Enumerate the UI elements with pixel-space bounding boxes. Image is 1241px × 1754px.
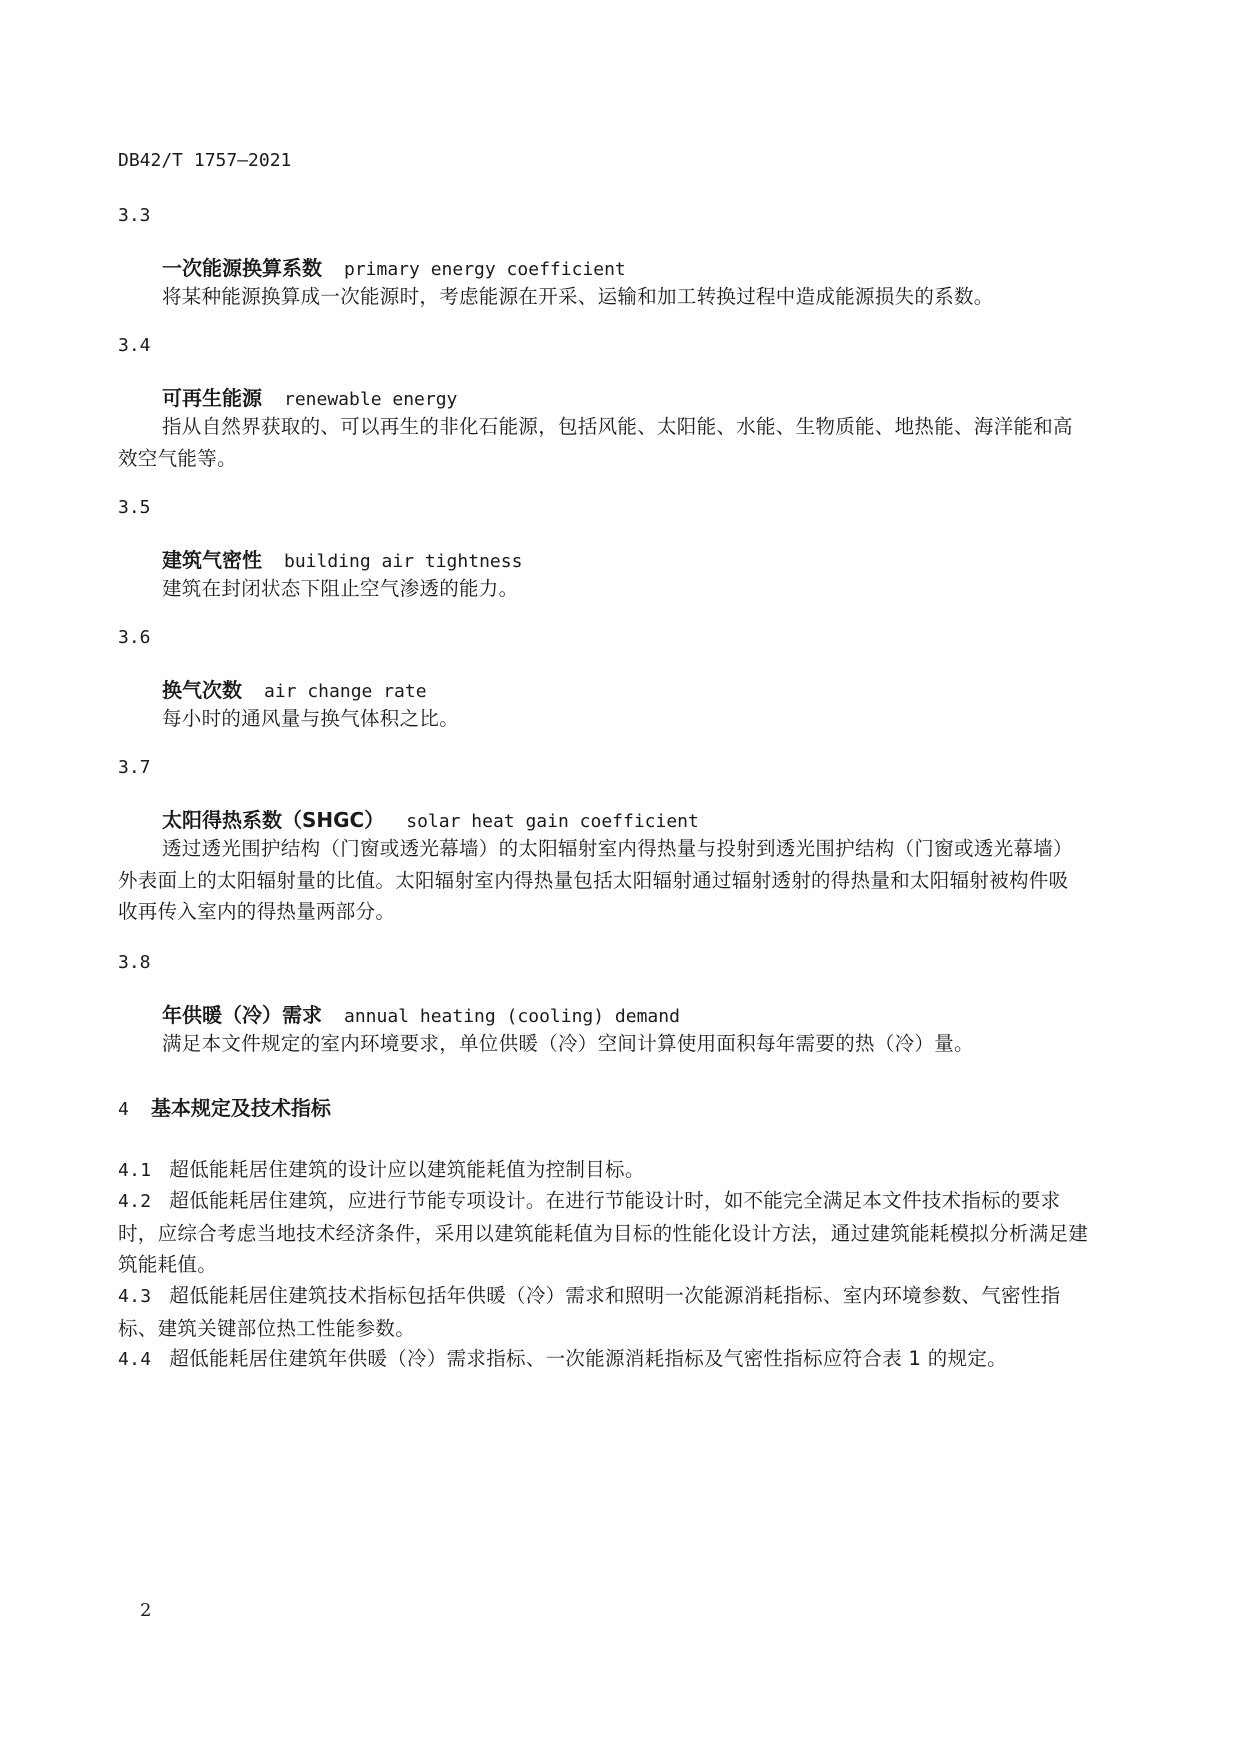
- term-heading: [162, 252, 626, 281]
- term-number: 3.8: [118, 952, 151, 973]
- clause-number: 4.2: [118, 1191, 152, 1212]
- term-definition: 指从自然界获取的、可以再生的非化石能源，包括风能、太阳能、水能、生物质能、地热能、海洋能和高效空气能等。: [118, 415, 1073, 470]
- clause-number: 4.4: [118, 1349, 152, 1370]
- term-number: 3.7: [118, 757, 151, 778]
- term-heading: [162, 674, 427, 703]
- clause-text: 超低能耗居住建筑技术指标包括年供暖（冷）需求和照明一次能源消耗指标、室内环境参数、气密性指标、建筑关键部位热工性能参数。: [118, 1284, 1061, 1340]
- term-heading: [162, 804, 699, 833]
- section-number: 4: [118, 1099, 129, 1120]
- clause: [118, 1185, 1090, 1281]
- term-heading: [162, 999, 680, 1028]
- clause-text: 超低能耗居住建筑，应进行节能专项设计。在进行节能设计时，如不能完全满足本文件技术指标的要求时，应综合考虑当地技术经济条件，采用以建筑能耗值为目标的性能化设计方法，通过建筑能耗模拟分析满足建筑能耗值。: [118, 1189, 1089, 1276]
- clause-number: 4.1: [118, 1160, 152, 1181]
- term-definition: 每小时的通风量与换气体积之比。: [162, 707, 460, 730]
- clause-text: 超低能耗居住建筑的设计应以建筑能耗值为控制目标。: [169, 1158, 645, 1181]
- page-number: 2: [140, 1600, 152, 1621]
- clause: [118, 1280, 1090, 1344]
- term-heading: [162, 382, 457, 411]
- term-en: solar heat gain coefficient: [406, 811, 699, 832]
- term-zh: 太阳得热系数（SHGC）: [162, 808, 385, 832]
- term-definition: 建筑在封闭状态下阻止空气渗透的能力。: [162, 577, 519, 600]
- clause: [118, 1343, 1090, 1376]
- term-definition: 透过透光围护结构（门窗或透光幕墙）的太阳辐射室内得热量与投射到透光围护结构（门窗或透光幕墙）外表面上的太阳辐射量的比值。太阳辐射室内得热量包括太阳辐射通过辐射透射的得热量和太阳辐射被构件吸收再传入室内的得热量两部分。: [118, 837, 1073, 923]
- term-en: air change rate: [264, 681, 427, 702]
- term-zh: 一次能源换算系数: [162, 256, 322, 280]
- term-en: primary energy coefficient: [344, 259, 626, 280]
- term-number: 3.4: [118, 335, 151, 356]
- clause-number: 4.3: [118, 1286, 152, 1307]
- term-zh: 可再生能源: [162, 386, 262, 410]
- term-en: building air tightness: [284, 551, 523, 572]
- term-zh: 换气次数: [162, 678, 242, 702]
- term-en: renewable energy: [284, 389, 458, 410]
- term-en: annual heating (cooling) demand: [344, 1006, 680, 1027]
- term-zh: 年供暖（冷）需求: [162, 1003, 322, 1027]
- document-code: DB42/T 1757—2021: [118, 150, 292, 171]
- term-definition: 满足本文件规定的室内环境要求，单位供暖（冷）空间计算使用面积每年需要的热（冷）量。: [162, 1032, 974, 1055]
- term-heading: [162, 544, 522, 573]
- term-number: 3.6: [118, 627, 151, 648]
- term-zh: 建筑气密性: [162, 548, 262, 572]
- term-number: 3.5: [118, 497, 151, 518]
- term-definition: 将某种能源换算成一次能源时，考虑能源在开采、运输和加工转换过程中造成能源损失的系数。: [162, 285, 994, 308]
- clause: [118, 1154, 1090, 1187]
- clause-text: 超低能耗居住建筑年供暖（冷）需求指标、一次能源消耗指标及气密性指标应符合表 1 的规定。: [169, 1347, 1007, 1370]
- section-title: 基本规定及技术指标: [150, 1096, 331, 1120]
- term-number: 3.3: [118, 205, 151, 226]
- section-heading: [118, 1092, 331, 1121]
